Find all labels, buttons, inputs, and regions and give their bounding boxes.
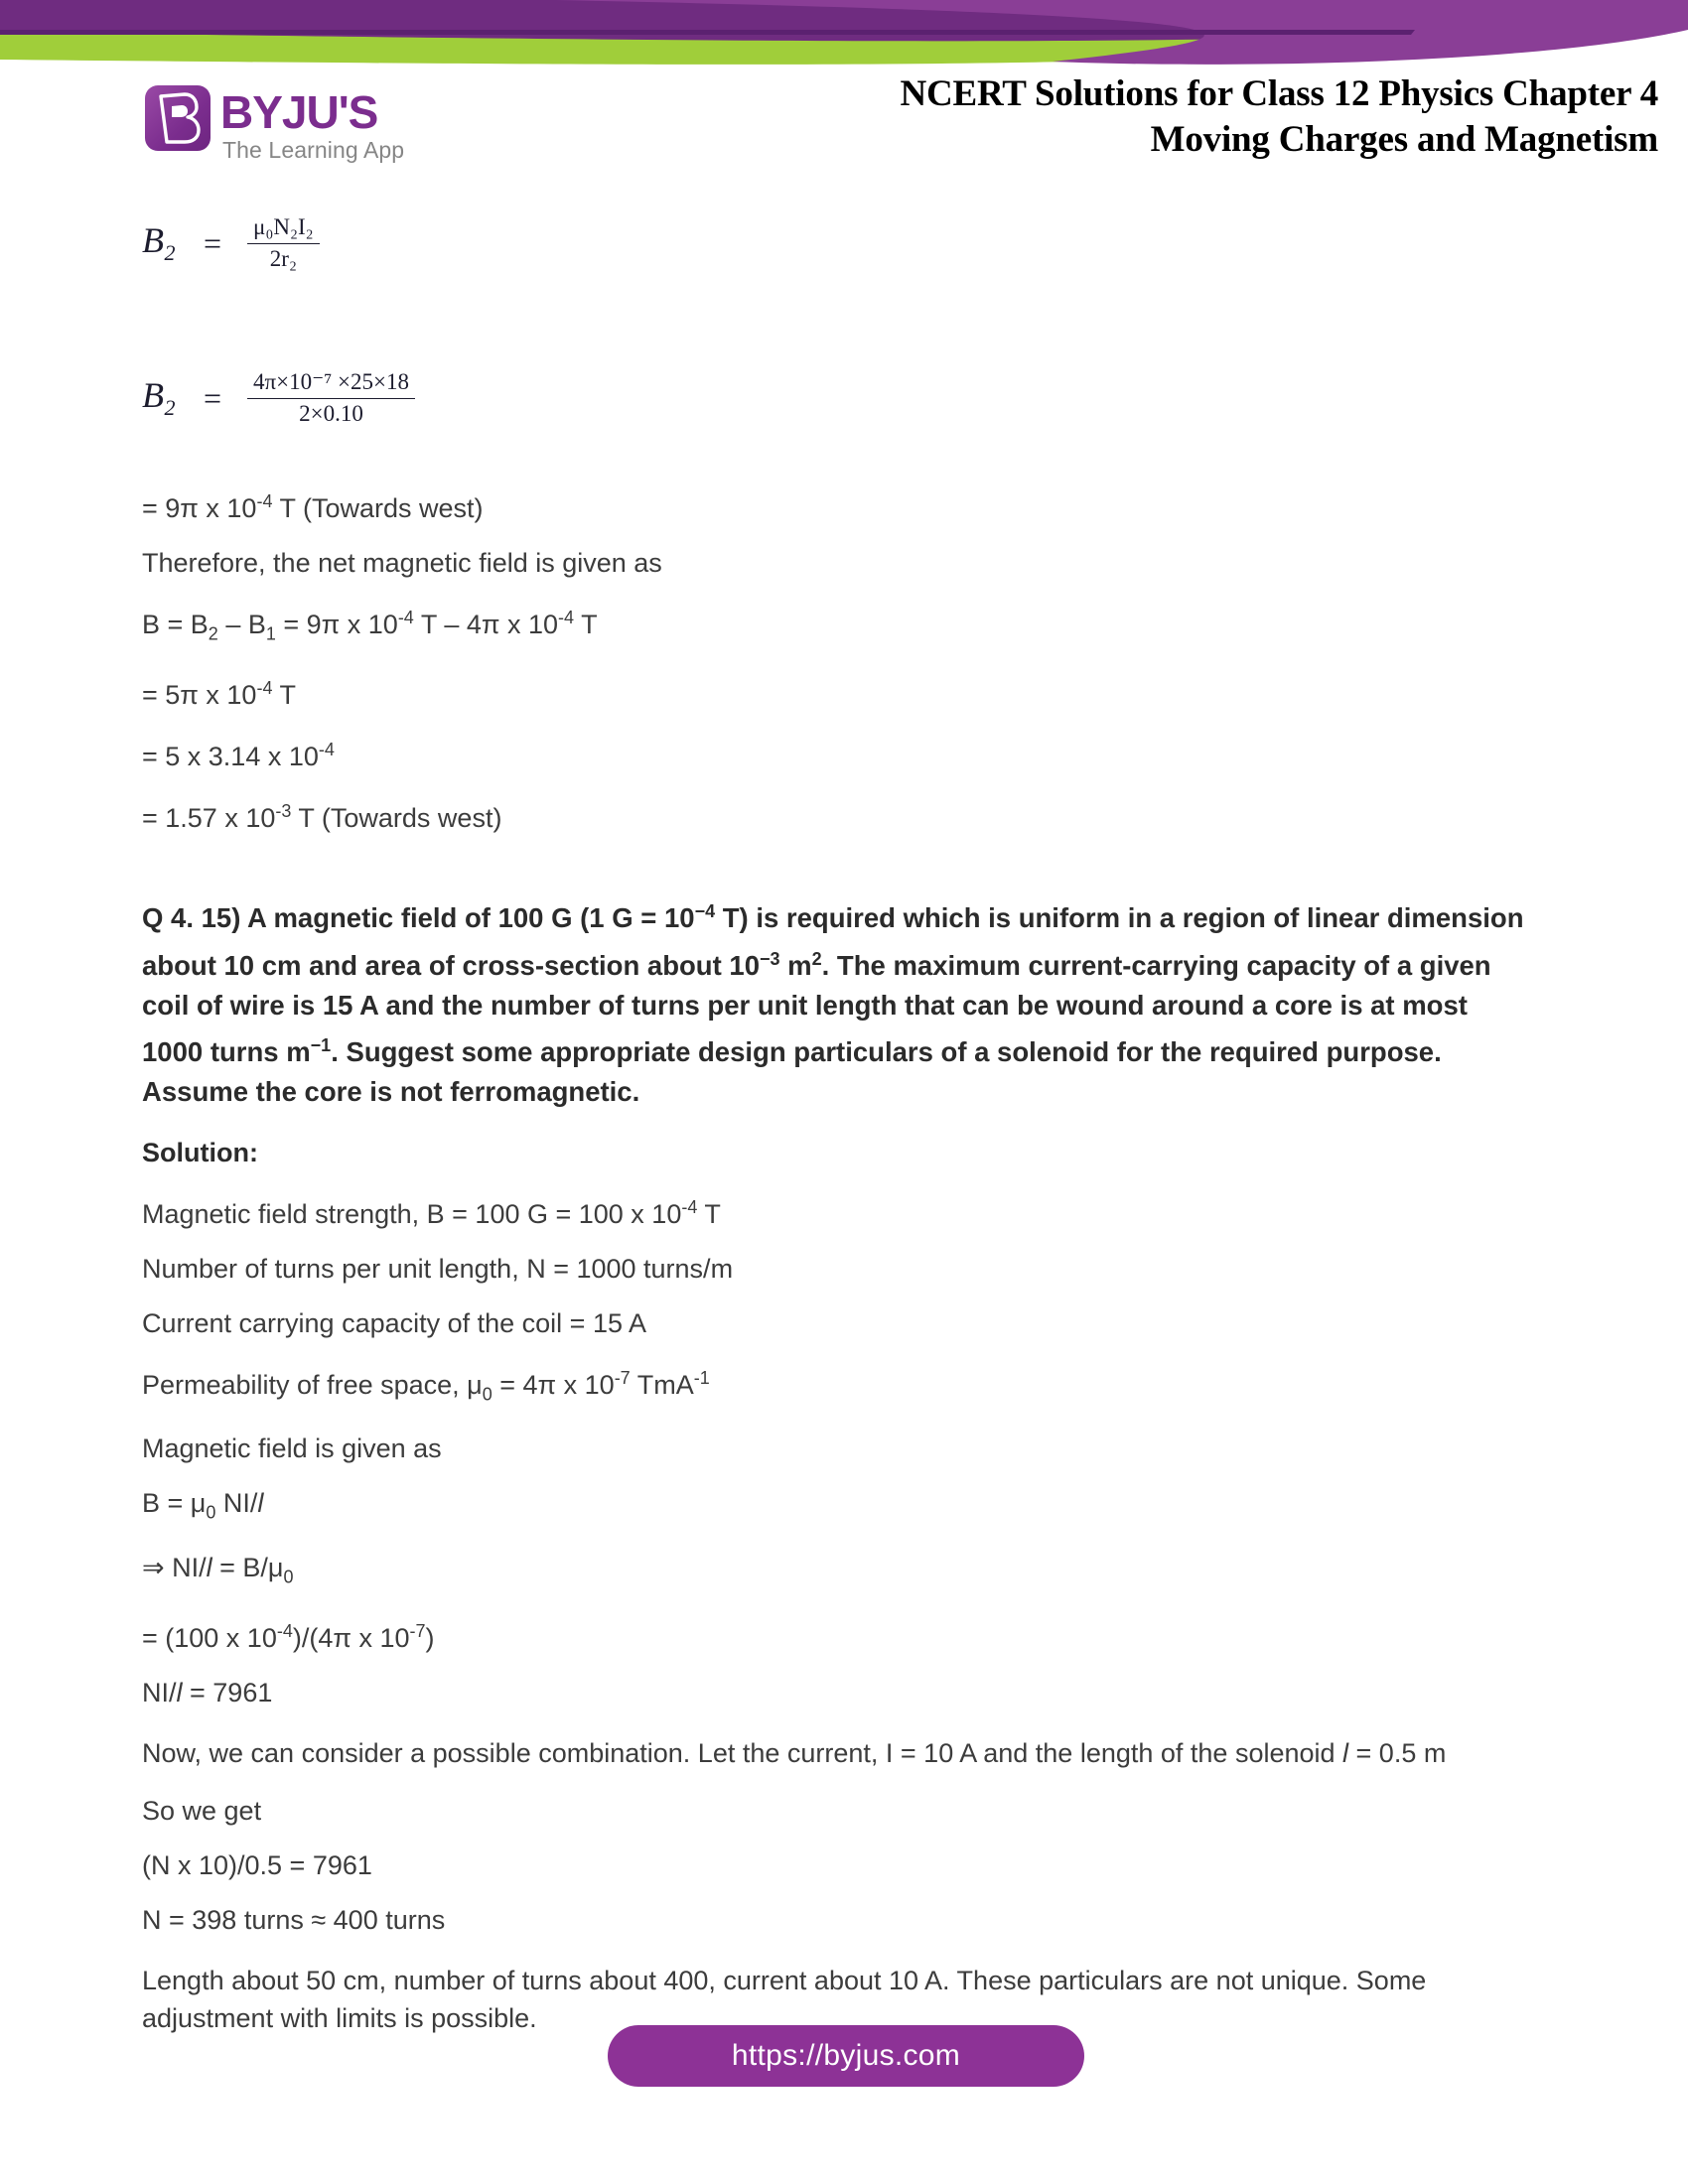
formula2-numerator: 4π×10⁻⁷ ×25×18 [247, 369, 415, 398]
formula2-fraction [247, 369, 415, 427]
document-content [142, 208, 1547, 2049]
solution-line: Magnetic field strength, B = 100 G = 100 x $10^{-4}$ T [142, 1196, 721, 1229]
derivation-line: $B = B_2 - B_1 = 9\pi$ x $10^{-4}$ T – 4π x $10^{-4}$ T [142, 608, 598, 644]
solution-line: ⇒ $NI/l = B/\mu_0$ [142, 1552, 294, 1587]
formula1-fraction [247, 214, 320, 272]
formula1-numerator: μ₀N₂I₂ [247, 214, 320, 243]
formula1-lhs: $B_2$ [142, 220, 176, 266]
byjus-url-button[interactable]: https://byjus.com [608, 2025, 1084, 2087]
byjus-wordmark: BYJU'S [220, 86, 378, 138]
byjus-logo [145, 85, 443, 171]
solution-line: N = 398 turns ≈ 400 turns [142, 1905, 446, 1936]
solution-line: NI/l = 7961 [142, 1678, 273, 1708]
solution-line: (N x 10)/0.5 = 7961 [142, 1850, 372, 1881]
solution-line: Magnetic field is given as [142, 1433, 442, 1464]
solution-paragraph-conclusion: Length about 50 cm, number of turns about 400, current about 10 A. These particulars are not unique. Some adjustment with limits is possible. [142, 1966, 1427, 2034]
solution-line: $B = \mu_0$ NI/l [142, 1488, 264, 1523]
page-title-line2: Moving Charges and Magnetism [1150, 119, 1658, 160]
solution-paragraph-combination: Now, we can consider a possible combination. Let the current, I = 10 A and the length of the solenoid l = 0.5 m [142, 1738, 1447, 1769]
formula2-denominator: 2×0.10 [299, 400, 363, 426]
derivation-line: Therefore, the net magnetic field is given as [142, 548, 662, 578]
formula-b2-numeric [142, 363, 1547, 433]
derivation-line: = 1.57 x $10^{-3}$ T (Towards west) [142, 801, 502, 834]
byjus-tagline: The Learning App [222, 137, 405, 163]
derivation-line: = 5π x $10^{-4}$ T [142, 678, 296, 711]
solution-line: Number of turns per unit length, N = 1000 turns/m [142, 1253, 734, 1284]
spacer [142, 433, 1547, 475]
header-separator-line [0, 30, 1415, 35]
solution-line: Current carrying capacity of the coil = 15 A [142, 1307, 647, 1338]
page-title-line1: NCERT Solutions for Class 12 Physics Chapter 4 [900, 73, 1658, 114]
question-text: Q 4. 15) A magnetic field of 100 G (1 $G = 10^{-4}$ T) is required which is uniform in a region of linear dimension about 10 cm and area of cross-section about $10^{-3}$ $m^2$. The maximum current-carrying capacity of a given coil of wire is 15 A and the number of turns per unit length that can be wound around a core is at most 1000 turns $m^{-1}$. Suggest some appropriate design particulars of a solenoid for the required purpose. Assume the core is not ferromagnetic. [142, 901, 1524, 1107]
byjus-logo-mark [145, 85, 211, 151]
byjus-b-logo-icon [155, 92, 201, 144]
derivation-line: = 5 x 3.14 x $10^{-4}$ [142, 740, 335, 772]
solution-heading: Solution: [142, 1137, 258, 1167]
formula1-equals: = [204, 224, 222, 261]
formula2-lhs: $B_2$ [142, 375, 176, 421]
formula1-denominator: 2r₂ [269, 245, 297, 271]
solution-line: = (100 x $10^{-4})/(4\pi$ x $10^{-7}$) [142, 1621, 435, 1654]
solution-line: So we get [142, 1796, 262, 1827]
derivation-line: = 9π x $10^{-4}$ T (Towards west) [142, 491, 484, 523]
formula2-equals: = [204, 379, 222, 416]
solution-line: Permeability of free space, $\mu_0 = 4\pi$ x $10^{-7}$ TmA$^{-1}$ [142, 1367, 710, 1405]
page-title [467, 71, 1658, 163]
spacer [142, 278, 1547, 363]
formula-b2-symbolic [142, 208, 1547, 278]
